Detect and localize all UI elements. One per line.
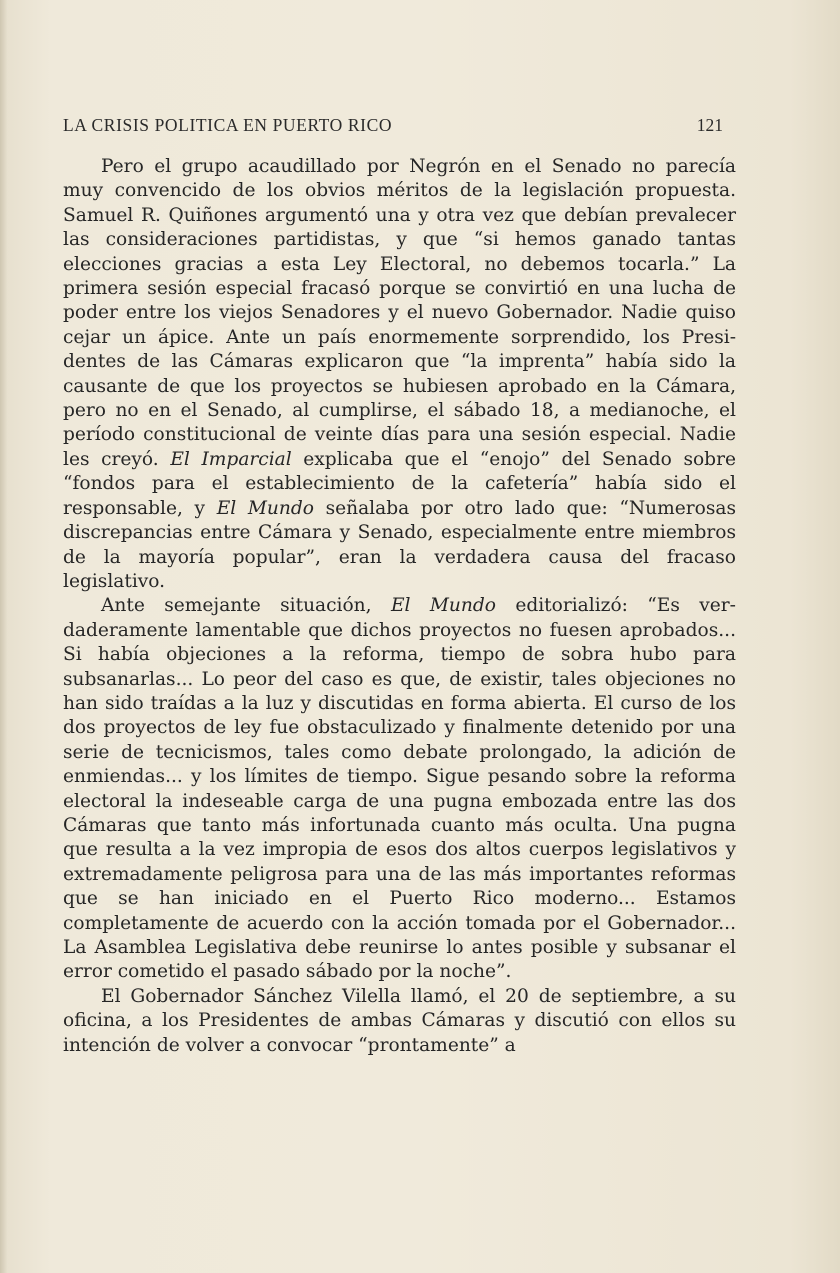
paragraph-1	[63, 155, 736, 594]
paragraph-2-text-b: editorializó: “Es verdaderamente lamentable que dichos proyectos no fuesen aprobados... Si había objeciones a la reforma, tiempo de sobra hubo para subsanarlas... Lo peor del caso es que, de existir, tales objeciones no han sido traídas a la luz y discutidas en forma abierta. El curso de los dos proyectos de ley fue obstaculizado y finalmente detenido por una serie de tecnicismos, tales como debate prolongado, la adición de enmiendas... y los límites de tiempo. Sigue pesando sobre la reforma electoral la indeseable carga de una pugna embozada entre las dos Cámaras que tanto más infortunada cuanto más oculta. Una pugna que resulta a la vez impropia de esos dos altos cuerpos legislativos y extremadamente peligrosa para una de las más importantes reformas que se han iniciado en el Puerto Rico moderno... Estamos completamente de acuerdo con la acción tomada por el Gobernador... La Asamblea Legislativa debe reunirse lo antes posible y subsanar el error cometido el pasado sábado por la noche”.	[63, 595, 736, 983]
paragraph-3	[63, 985, 736, 1058]
body-text	[63, 155, 736, 1058]
paragraph-3-text: El Gobernador Sánchez Vilella llamó, el 20 de septiembre, a su oficina, a los Presidentes de ambas Cámaras y discutió con ellos su intención de volver a convocar “prontamente” a	[63, 985, 736, 1056]
newspaper-title-el-imparcial: El Imparcial	[170, 448, 292, 470]
newspaper-title-el-mundo-2: El Mundo	[390, 595, 496, 617]
running-head: LA CRISIS POLITICA EN PUERTO RICO	[63, 115, 393, 135]
newspaper-title-el-mundo: El Mundo	[216, 497, 314, 519]
paragraph-1-text-a: Pero el grupo acaudillado por Negrón en el Senado no parecía muy convencido de los obvios méritos de la legislación propuesta. Samuel R. Quiñones argumentó una y otra vez que debían prevalecer las consideraciones partidistas, y que “si hemos ganado tantas elecciones gracias a esta Ley Electoral, no debemos tocarla.” La primera sesión especial fracasó porque se convirtió en una lucha de poder entre los viejos Senadores y el nuevo Gobernador. Nadie quiso cejar un ápice. Ante un país enormemente sorprendido, los Presidentes de las Cámaras explicaron que “la imprenta” había sido la causante de que los proyectos se hubiesen aprobado en la Cámara, pero no en el Senado, al cumplirse, el sábado 18, a medianoche, el período constitucional de veinte días para una sesión especial. Nadie les creyó.	[63, 156, 736, 470]
page-gutter-shadow	[0, 0, 7, 1273]
paragraph-1-text-c: señalaba por otro lado que: “Numerosas discrepancias entre Cámara y Senado, especialmente entre miembros de la mayoría popular”, eran la verdadera causa del fracaso legislativo.	[63, 497, 737, 592]
paragraph-1-text-b: explicaba que el “enojo” del Senado sobre “fondos para el establecimiento de la cafetería” había sido el responsable, y	[63, 448, 736, 519]
page-number: 121	[696, 115, 723, 135]
page-header	[63, 115, 723, 139]
paragraph-2-text-a: Ante semejante situación,	[101, 595, 372, 617]
paragraph-2	[63, 594, 736, 985]
